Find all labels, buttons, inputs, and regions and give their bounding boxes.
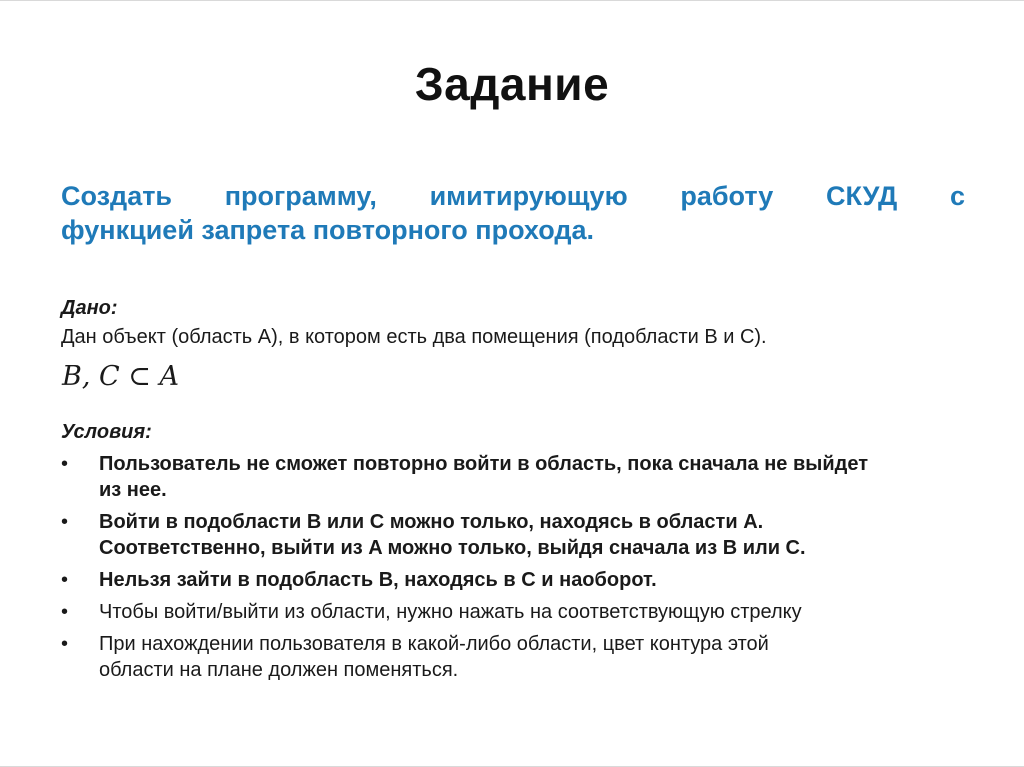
condition-line: При нахождении пользователя в какой-либо области, цвет контура этой [99,633,769,655]
condition-item [61,509,971,561]
task-line-2: функцией запрета повторного прохода. [61,215,595,245]
condition-line: Нельзя зайти в подобласть B, находясь в C и наоборот. [99,569,657,591]
condition-item [61,451,971,503]
condition-line: Пользователь не сможет повторно войти в область, пока сначала не выйдет [99,453,869,475]
bullet-icon: • [61,511,69,533]
task-statement [61,179,965,247]
condition-line: Чтобы войти/выйти из области, нужно нажать на соответствующую стрелку [99,601,802,623]
bullet-icon: • [61,453,69,475]
subset-formula: B, C ⊂ A [62,361,179,392]
conditions-label: Условия: [61,421,152,443]
condition-line: Войти в подобласти B или C можно только, находясь в области A. [99,511,764,533]
task-line-1: Создать программу, имитирующую работу СКУД с [61,181,965,211]
given-text: Дан объект (область A), в котором есть два помещения (подобласти B и C). [61,326,767,348]
bullet-icon: • [61,633,69,655]
bullet-icon: • [61,569,69,591]
conditions-list [61,451,971,689]
given-label: Дано: [61,297,118,319]
condition-line: области на плане должен поменяться. [99,659,459,681]
bullet-icon: • [61,601,69,623]
condition-item [61,599,971,625]
condition-item [61,567,971,593]
condition-item [61,631,971,683]
slide-title: Задание [414,58,610,110]
condition-line: Соответственно, выйти из A можно только, выйдя сначала из B или C. [99,537,806,559]
condition-line: из нее. [99,479,167,501]
